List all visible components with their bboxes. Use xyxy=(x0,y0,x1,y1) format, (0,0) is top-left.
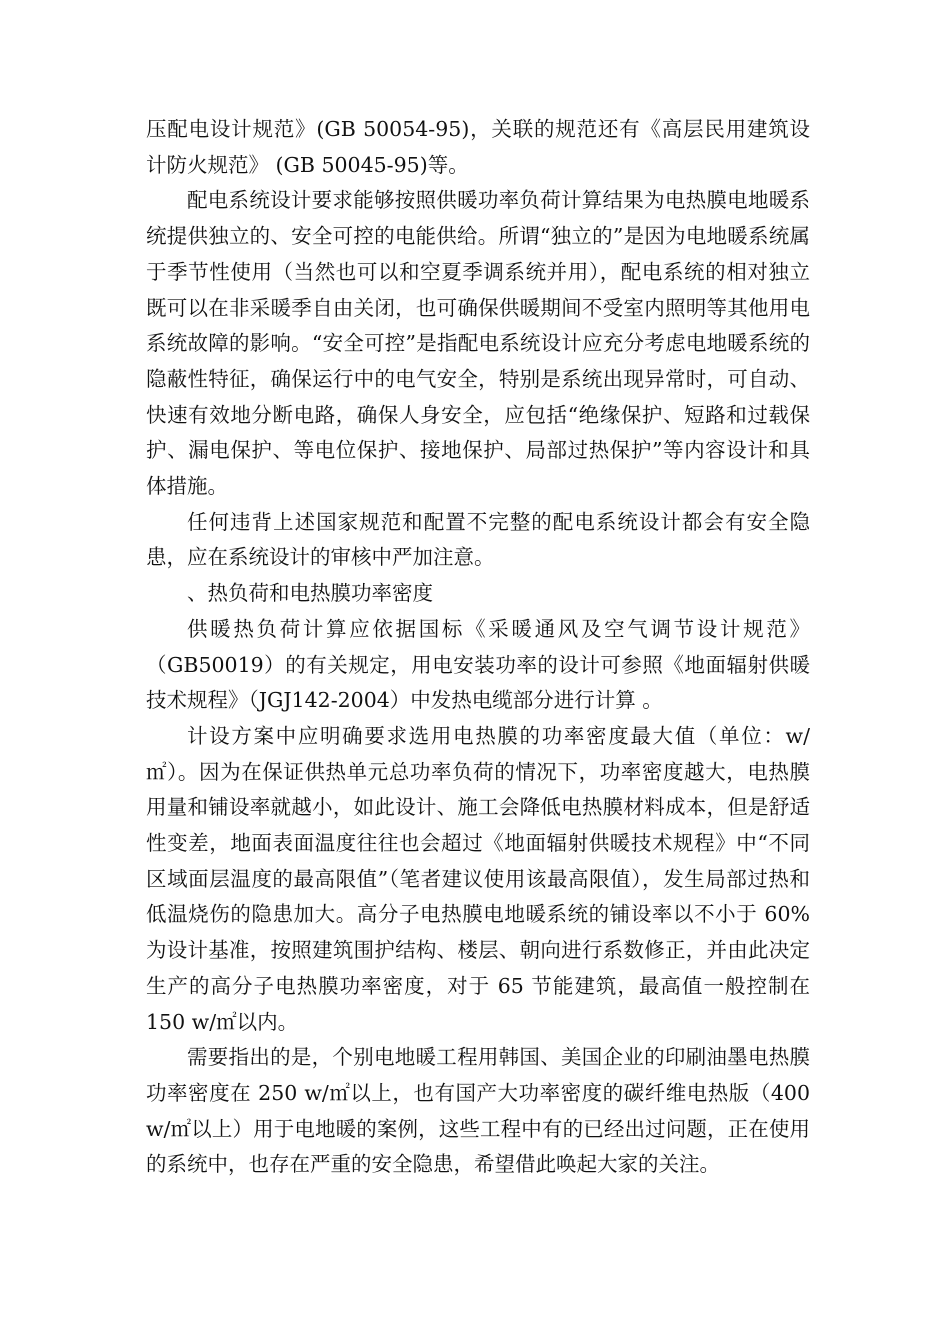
paragraph-power-distribution: 配电系统设计要求能够按照供暖功率负荷计算结果为电热膜电地暖系统提供独立的、安全可控的电能供给。所谓“独立的”是因为电地暖系统属于季节性使用（当然也可以和空夏季调系统并用），配电系统的相对独立既可以在非采暖季自由关闭，也可确保供暖期间不受室内照明等其他用电系统故障的影响。“安全可控”是指配电系统设计应充分考虑电地暖系统的隐蔽性特征，确保运行中的电气安全，特别是系统出现异常时，可自动、快速有效地分断电路，确保人身安全，应包括“绝缘保护、短路和过载保护、漏电保护、等电位保护、接地保护、局部过热保护”等内容设计和具体措施。 xyxy=(146,188,810,499)
paragraph-safety-warning: 任何违背上述国家规范和配置不完整的配电系统设计都会有安全隐患，应在系统设计的审核中严加注意。 xyxy=(146,509,810,570)
paragraph-heat-load: 供暖热负荷计算应依据国标《采暖通风及空气调节设计规范》（GB50019）的有关规定，用电安装功率的设计可参照《地面辐射供暖技术规程》（JGJ142-2004）中发热电缆部分进行计算 。 xyxy=(146,616,810,713)
body-text xyxy=(146,112,810,1183)
paragraph-continuation: 压配电设计规范》(GB 50054-95)，关联的规范还有《高层民用建筑设计防火规范》 (GB 50045-95)等。 xyxy=(146,117,810,177)
paragraph-power-density: 计设方案中应明确要求选用电热膜的功率密度最大值（单位：w/㎡）。因为在保证供热单元总功率负荷的情况下，功率密度越大，电热膜用量和铺设率就越小，如此设计、施工会降低电热膜材料成本，但是舒适性变差，地面表面温度往往也会超过《地面辐射供暖技术规程》中“不同区域面层温度的最高限值”（笔者建议使用该最高限值），发生局部过热和低温烧伤的隐患加大。高分子电热膜电地暖系统的铺设率以不小于 60%为设计基准，按照建筑围护结构、楼层、朝向进行系数修正，并由此决定生产的高分子电热膜功率密度，对于 65 节能建筑，最高值一般控制在 150 w/㎡以内。 xyxy=(146,723,810,1034)
paragraph-cases: 需要指出的是，个别电地暖工程用韩国、美国企业的印刷油墨电热膜功率密度在 250 w/㎡以上，也有国产大功率密度的碳纤维电热版（400 w/㎡以上）用于电地暖的案例，这些工程中有的已经出过问题，正在使用的系统中，也存在严重的安全隐患，希望借此唤起大家的关注。 xyxy=(146,1045,810,1177)
section-heading: 、热负荷和电热膜功率密度 xyxy=(187,581,433,606)
